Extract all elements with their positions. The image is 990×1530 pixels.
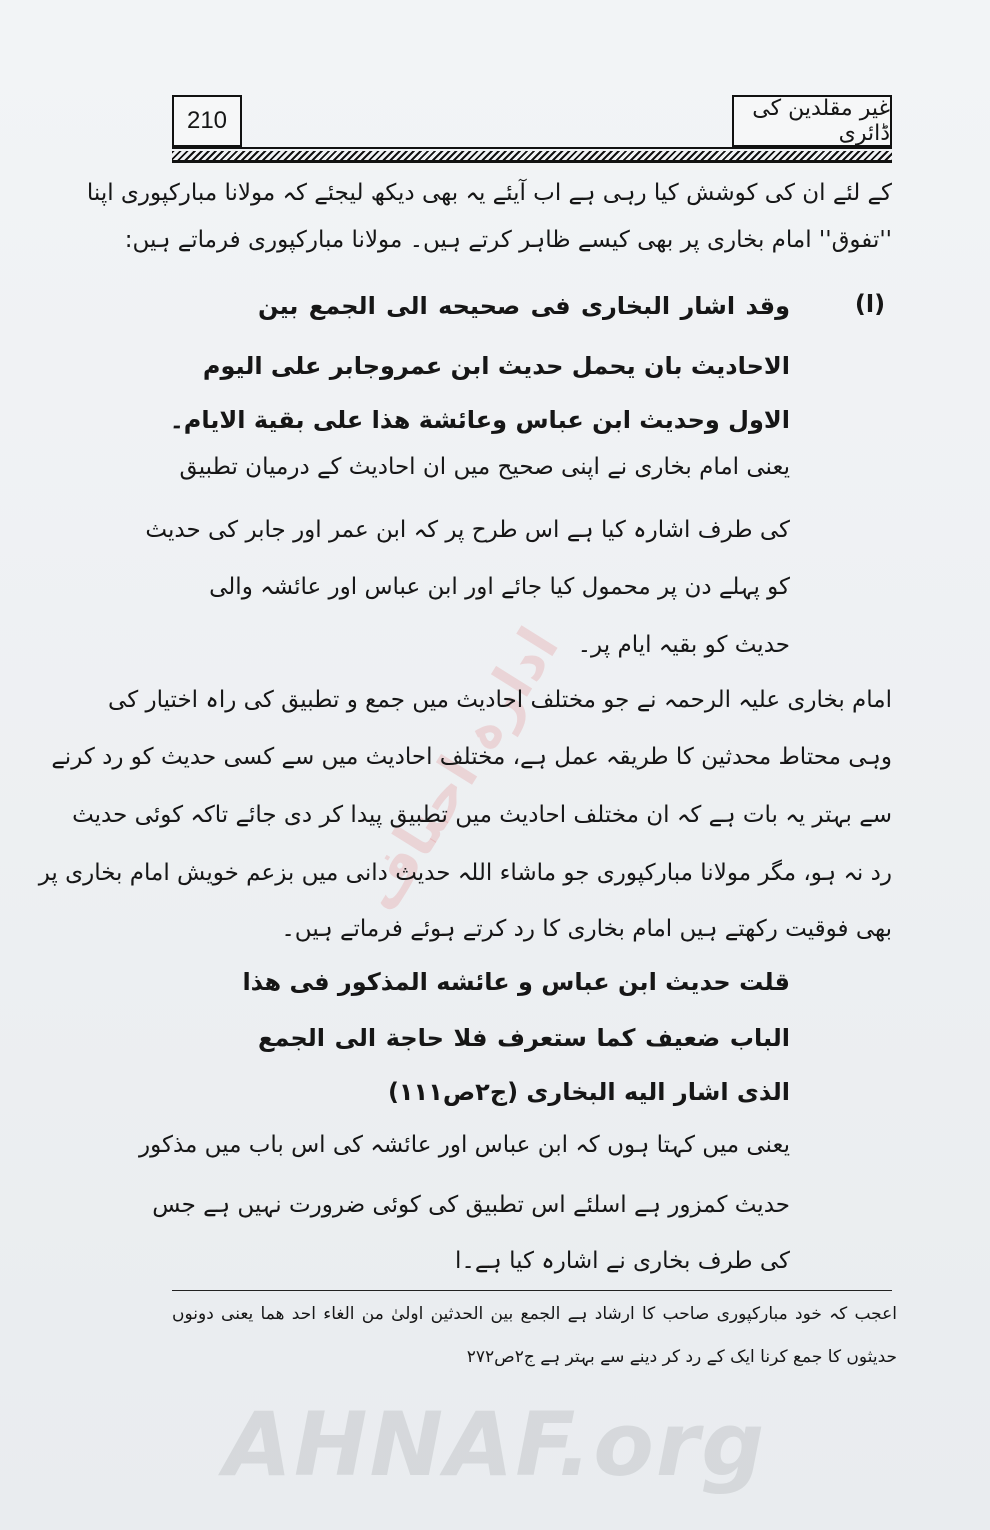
- commentary-line: سے بہتر یہ بات ہے کہ ان مختلف احادیث میں تطبیق پیدا کر دی جائے تاکہ کوئی حدیث: [72, 802, 892, 828]
- page-number: 210: [172, 95, 242, 147]
- header-rule-hatched: [172, 151, 892, 160]
- translation-line: کو پہلے دن پر محمول کیا جائے اور ابن عباس اور عائشہ والی: [209, 574, 790, 600]
- arabic-quote-line: الباب ضعیف کما ستعرف فلا حاجة الی الجمع: [258, 1024, 790, 1052]
- arabic-quote-line: الذی اشار الیه البخاری (ج۲ص۱۱۱): [387, 1078, 790, 1106]
- publisher-watermark: ادارہ احناف: [347, 616, 572, 923]
- commentary-line: امام بخاری علیہ الرحمہ نے جو مختلف احادیث میں جمع و تطبیق کی راہ اختیار کی: [108, 687, 892, 713]
- translation-line: حدیث کمزور ہے اسلئے اس تطبیق کی کوئی ضرورت نہیں ہے جس: [152, 1192, 790, 1218]
- intro-line: ''تفوق'' امام بخاری پر بھی کیسے ظاہر کرتے ہیں۔ مولانا مبارکپوری فرماتے ہیں:: [124, 227, 892, 253]
- translation-line: کی طرف بخاری نے اشارہ کیا ہے۔ا: [454, 1248, 790, 1274]
- arabic-quote-line: الاول وحدیث ابن عباس وعائشة هذا علی بقیة الایام۔: [169, 406, 790, 434]
- header-rule-bottom: [172, 160, 892, 163]
- commentary-line: رد نہ ہو، مگر مولانا مبارکپوری جو ماشاء اللہ حدیث دانی میں بزعم خویش امام بخاری پر: [38, 860, 892, 886]
- site-watermark: AHNAF.org: [223, 1393, 767, 1496]
- arabic-quote-line: الاحادیث بان یحمل حدیث ابن عمروجابر علی الیوم: [202, 352, 790, 380]
- item-marker: (ا): [854, 290, 886, 318]
- translation-line: حدیث کو بقیہ ایام پر۔: [577, 632, 790, 658]
- translation-line: یعنی امام بخاری نے اپنی صحیح میں ان احادیث کے درمیان تطبیق: [179, 454, 790, 480]
- translation-line: کی طرف اشارہ کیا ہے اس طرح پر کہ ابن عمر اور جابر کی حدیث: [145, 517, 790, 543]
- commentary-line: بھی فوقیت رکھتے ہیں امام بخاری کا رد کرتے ہوئے فرماتے ہیں۔: [281, 916, 892, 942]
- footnote-line: حدیثوں کا جمع کرنا ایک کے رد کر دینے سے بہتر ہے ج۲ص۲۷۲: [466, 1347, 897, 1367]
- footnote-divider: [172, 1290, 892, 1291]
- arabic-quote-line: وقد اشار البخاری فی صحیحه الی الجمع بین: [258, 292, 790, 320]
- intro-line: کے لئے ان کی کوشش کیا رہی ہے اب آیئے یہ بھی دیکھ لیجئے کہ مولانا مبارکپوری اپنا: [86, 180, 892, 206]
- translation-line: یعنی میں کہتا ہوں کہ ابن عباس اور عائشہ کی اس باب میں مذکور: [139, 1132, 790, 1158]
- book-title: غیر مقلدین کی ڈائری: [732, 95, 892, 147]
- header-rule-top: [172, 147, 892, 149]
- footnote-line: اعجب کہ خود مبارکپوری صاحب کا ارشاد ہے الجمع بین الحدثین اولیٰ من الغاء احد هما یعنی دونوں: [172, 1304, 897, 1324]
- commentary-line: وہی محتاط محدثین کا طریقہ عمل ہے، مختلف احادیث میں سے کسی حدیث کو رد کرنے: [51, 744, 892, 770]
- arabic-quote-line: قلت حدیث ابن عباس و عائشه المذکور فی هذا: [242, 968, 790, 996]
